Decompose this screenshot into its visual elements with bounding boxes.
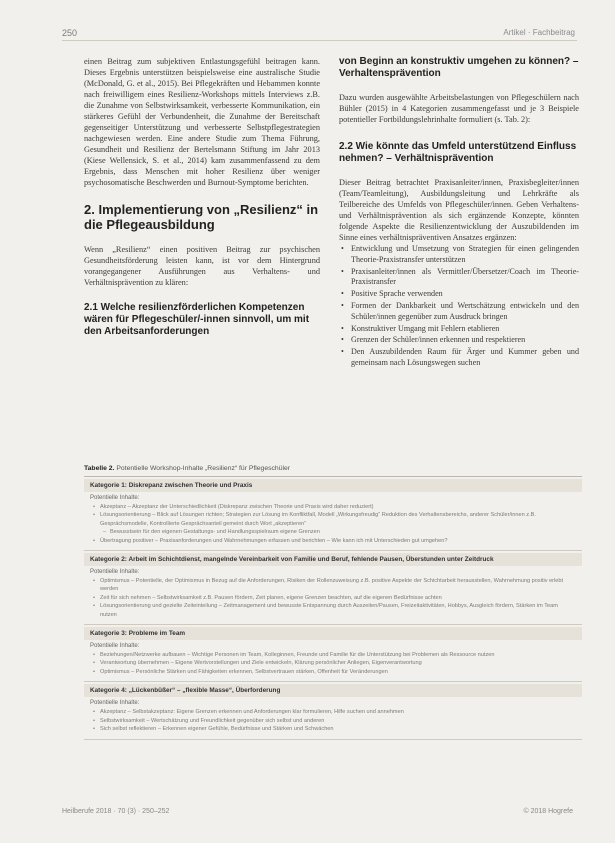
table-section	[84, 477, 582, 551]
table-section	[84, 682, 582, 739]
table-item: • Verantwortung übernehmen – Eigene Wertvorstellungen und Ziele entwickeln, Klärung persönlicher Anliegen, Eigenverantwortung	[100, 659, 576, 667]
table-items	[90, 708, 576, 733]
body-paragraph: einen Beitrag zum subjektiven Entlastungsgefühl beitragen kann. Dieses Ergebnis unterstützen beispielsweise eine australische Studie (McDonald, G. et al., 2015). Bei Pflegekräften und Hebammen konnte nach freiwilligem eines Resilienz-Workshops mittels Interviews z.B. die Zunahme von Selbstwirksamkeit, verbesserte Kommunikation, ein stärkeres Gefühl der Verbundenheit, die Zunahme der Bereitschaft gegenseitiger Unterstützung und verbesserte Selbstpflegestrategien nachgewiesen werden. Eine andere Studie zum Thema Führung, Gesundheit und Resilienz der Bertelsmann Stiftung im Jahr 2013 (Kiese Wellensick, S. et al., 2014) kam zusammenfassend zu dem Ergebnis, dass Menschen mit hoher Resilienz über weniger psychosomatische Beschwerden und Burnout-Symptome berichten.	[84, 57, 320, 187]
table-item: • Beziehungen/Netzwerke aufbauen – Wichtige Personen im Team, Kolleginnen, Freunde und Familie für die Unterstützung bei Problemen als Ressource nutzen	[100, 651, 576, 659]
list-item: • Positive Sprache verwenden	[351, 289, 579, 300]
subsection-heading: 2.1 Welche resilienzförderlichen Kompetenzen wären für Pflegeschüler/-innen sinnvoll, um mit den Arbeitsanforderungen	[84, 302, 310, 337]
table-section-label: Potentielle Inhalte:	[90, 495, 140, 501]
journal-citation: Heilberufe 2018 · 70 (3) · 250–252	[62, 808, 170, 815]
table-section-title: Kategorie 4: „Lückenbüßer“ – „flexible Masse“, Überforderung	[84, 684, 582, 697]
list-item: • Entwicklung und Umsetzung von Strategien für einen gelingenden Theorie-Praxistransfer unterstützen	[351, 244, 579, 266]
table-item: • Zeit für sich nehmen – Selbstwirksamkeit z.B. Pausen fördern, Zeit planen, eigene Grenzen beachten, auf die eigenen Bedürfnisse achten	[100, 594, 576, 602]
table-item: • Lösungsorientierung und gezielte Zeiteinteilung – Zeitmanagement und bewusste Entspannung durch Auszeiten/Pausen, Freizeitaktivitäten, Hobbys, Ausgleich fördern, Stärken im Team nutzen	[100, 602, 576, 619]
table-items	[90, 651, 576, 676]
body-paragraph: Dieser Beitrag betrachtet Praxisanleiter/innen, Praxisbegleiter/innen (Team/Teamleitung), Ausbildungsleitung und Lehrkräfte als Teilbereiche des Umfelds von Pflegeschüler/innen. Geben Verhaltens- und Verhältnisprävention als sich ergänzende Konzepte, könnten folgende Aspekte die Resilienzentwicklung der Auszubildenden im Sinne eines verhältnispräventiven Ansatzes ergänzen:	[339, 178, 579, 242]
publisher-copyright: © 2018 Hogrefe	[523, 808, 573, 815]
section-heading: 2. Implementierung von „Resilienz“ in die Pflegeausbildung	[84, 202, 319, 232]
subsection-heading: 2.2 Wie könnte das Umfeld unterstützend Einfluss nehmen? – Verhältnisprävention	[339, 141, 577, 164]
table-item: • Akzeptanz – Selbstakzeptanz: Eigene Grenzen erkennen und Anforderungen klar formulieren, Hilfe suchen und annehmen	[100, 708, 576, 716]
list-item: • Den Auszubildenden Raum für Ärger und Kummer geben und gemeinsam nach Lösungswegen suchen	[351, 347, 579, 369]
table-label: Tabelle 2.	[84, 465, 115, 472]
table-section-label: Potentielle Inhalte:	[90, 569, 140, 576]
table-section	[84, 625, 582, 682]
subsection-heading-continued: von Beginn an konstruktiv umgehen zu können? – Verhaltensprävention	[339, 56, 579, 79]
right-column	[339, 56, 579, 370]
table-item: • Akzeptanz – Akzeptanz der Unterschiedlichkeit (Diskrepanz zwischen Theorie und Praxis wird daher reduziert)	[100, 503, 576, 511]
table-section-label: Potentielle Inhalte:	[90, 700, 140, 707]
workshop-table	[84, 476, 582, 740]
table-items	[90, 503, 576, 545]
table-section	[84, 551, 582, 625]
running-title: Artikel · Fachbeitrag	[503, 28, 575, 37]
header-rule	[62, 40, 577, 41]
list-item: • Grenzen der Schüler/innen erkennen und respektieren	[351, 335, 579, 346]
table-item: • Optimismus – Potentielle, der Optimismus in Bezug auf die Anforderungen, Risiken der Rollenzuweisung z.B. positive Aspekte der Schichtarbeit herausstellen, Wahrnehmung positiv erlebt werden	[100, 577, 576, 594]
list-item: • Praxisanleiter/innen als Vermittler/Übersetzer/Coach im Theorie-Praxistransfer	[351, 267, 579, 289]
table-item: • Sich selbst reflektieren – Erkennen eigener Gefühle, Bedürfnisse und Stärken und Schwächen	[100, 725, 576, 733]
table-caption	[84, 465, 582, 472]
table-items	[90, 577, 576, 619]
table-section-label: Potentielle Inhalte:	[90, 643, 140, 650]
left-column	[84, 56, 320, 350]
aspects-list	[339, 244, 579, 369]
body-paragraph: Wenn „Resilienz“ einen positiven Beitrag zur psychischen Gesundheitsförderung leisten kann, ist vor dem Hintergrund vorangegangener Ausführungen aus Verhaltens- und Verhältnisprävention zu klären:	[84, 245, 320, 287]
body-paragraph: Dazu wurden ausgewählte Arbeitsbelastungen von Pflegeschülern nach Bühler (2015) in 4 Kategorien zusammengefasst und je 3 Beispiele potentieller Fortbildungslehrinhalte formuliert (s. Tab. 2):	[339, 93, 579, 124]
table-subitem: – Bewusstsein für den eigenen Gestaltungs- und Handlungsspielraum eigene Grenzen	[100, 528, 576, 536]
table-item: • Selbstwirksamkeit – Wertschätzung und Freundlichkeit gegenüber sich selbst und anderen	[100, 717, 576, 725]
page-number: 250	[62, 28, 78, 38]
table-item: • Übertragung positiver – Praxisanforderungen und Wahrnehmungen erfassen und berichten – Wie kann ich mit Unterschieden gut umgehen?	[100, 537, 576, 545]
table-item: • Lösungsorientierung – Blick auf Lösungen richten; Strategien zur Lösung im Konfliktfall, Modell „Wirkungsfreudig“ Reduktion des Verhaltensbereichs, anderer Schüler/innen z.B. Gesprächsmodelle, Kontrollierte Gesprächsanteil gemeint durch Wort „akzeptieren“	[100, 511, 576, 528]
table-caption-text: Potentielle Workshop-Inhalte „Resilienz“ für Pflegeschüler	[116, 465, 291, 472]
table-item: • Optimismus – Persönliche Stärken und Fähigkeiten erkennen, Selbstvertrauen stärken, Offenheit für Veränderungen	[100, 668, 576, 676]
list-item: • Formen der Dankbarkeit und Wertschätzung entwickeln und den Schüler/innen gegenüber zum Ausdruck bringen	[351, 301, 579, 323]
table-section-title: Kategorie 2: Arbeit im Schichtdienst, mangelnde Vereinbarkeit von Familie und Beruf, fehlende Pausen, Überstunden unter Zeitdruck	[84, 553, 582, 566]
table-section-title: Kategorie 3: Probleme im Team	[84, 627, 582, 640]
table-section-title: Kategorie 1: Diskrepanz zwischen Theorie und Praxis	[84, 479, 582, 492]
list-item: • Konstruktiver Umgang mit Fehlern etablieren	[351, 324, 579, 335]
